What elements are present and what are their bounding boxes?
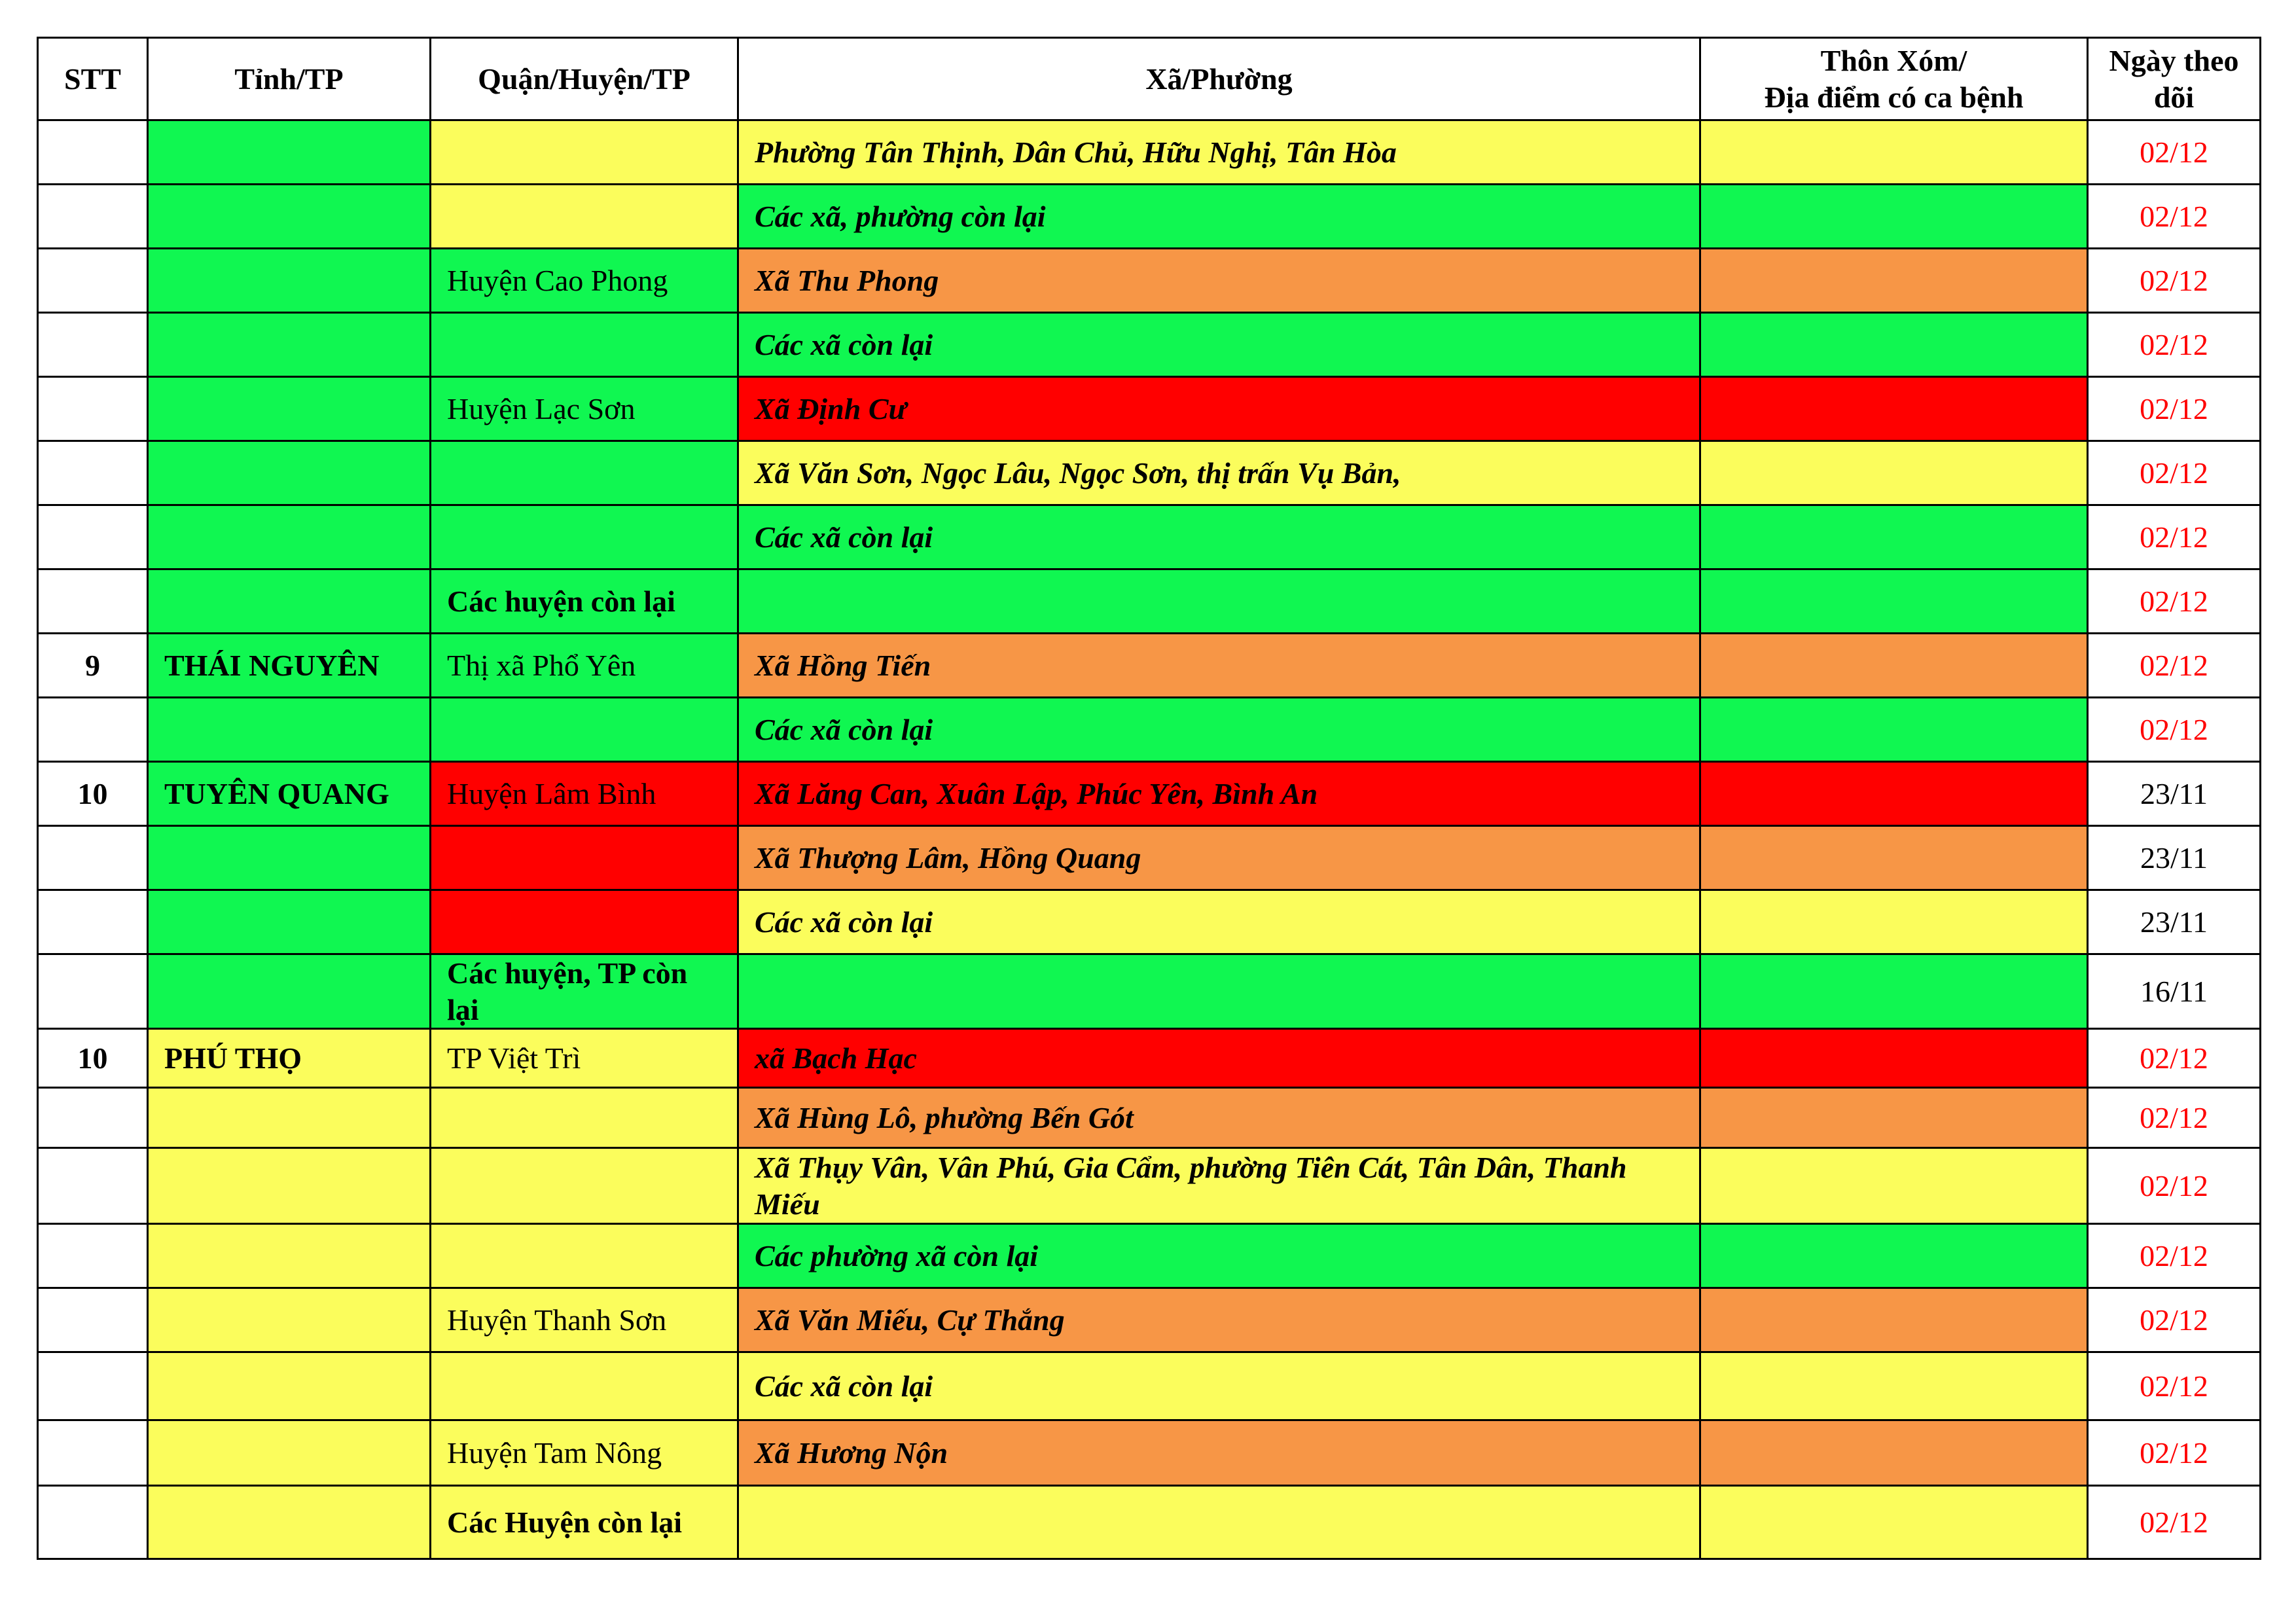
date-cell: 02/12 <box>2088 377 2261 441</box>
province-cell <box>148 1288 431 1352</box>
stt-cell <box>38 1420 148 1486</box>
stt-cell <box>38 505 148 569</box>
district-cell: Các huyện, TP còn lại <box>431 954 738 1029</box>
stt-cell <box>38 1148 148 1224</box>
place-cell <box>1700 1148 2088 1224</box>
ward-cell: xã Bạch Hạc <box>738 1029 1700 1088</box>
district-cell <box>431 313 738 377</box>
province-cell <box>148 890 431 954</box>
ward-cell: Các phường xã còn lại <box>738 1224 1700 1288</box>
stt-cell <box>38 441 148 505</box>
province-cell <box>148 1420 431 1486</box>
table-row <box>38 1029 2261 1088</box>
district-cell <box>431 1088 738 1148</box>
date-cell: 02/12 <box>2088 1420 2261 1486</box>
place-cell <box>1700 505 2088 569</box>
ward-cell: Xã Thụy Vân, Vân Phú, Gia Cẩm, phường Tiên Cát, Tân Dân, Thanh Miếu <box>738 1148 1700 1224</box>
stt-cell <box>38 698 148 762</box>
place-cell <box>1700 1224 2088 1288</box>
table-row <box>38 377 2261 441</box>
ward-cell: Xã Văn Miếu, Cự Thắng <box>738 1288 1700 1352</box>
table-row <box>38 441 2261 505</box>
date-cell: 02/12 <box>2088 185 2261 249</box>
date-cell: 02/12 <box>2088 698 2261 762</box>
table-row <box>38 249 2261 313</box>
place-cell <box>1700 313 2088 377</box>
header-place-line2: Địa điểm có ca bệnh <box>1764 80 2024 114</box>
stt-cell: 10 <box>38 762 148 826</box>
ward-cell: Phường Tân Thịnh, Dân Chủ, Hữu Nghị, Tân Hòa <box>738 120 1700 185</box>
table-row <box>38 1486 2261 1559</box>
district-cell <box>431 1352 738 1420</box>
date-cell: 02/12 <box>2088 1486 2261 1559</box>
place-cell <box>1700 826 2088 890</box>
province-cell <box>148 1148 431 1224</box>
table-row <box>38 120 2261 185</box>
table-row <box>38 505 2261 569</box>
place-cell <box>1700 569 2088 634</box>
date-cell: 02/12 <box>2088 569 2261 634</box>
stt-cell <box>38 313 148 377</box>
stt-cell <box>38 954 148 1029</box>
table-row <box>38 569 2261 634</box>
place-cell <box>1700 441 2088 505</box>
place-cell <box>1700 1486 2088 1559</box>
province-cell <box>148 1486 431 1559</box>
table-row <box>38 762 2261 826</box>
province-cell <box>148 569 431 634</box>
district-cell: Các Huyện còn lại <box>431 1486 738 1559</box>
table-row <box>38 313 2261 377</box>
header-province: Tỉnh/TP <box>148 38 431 120</box>
header-place-line1: Thôn Xóm/ <box>1820 44 1967 78</box>
table-header-row <box>38 38 2261 120</box>
table-row <box>38 634 2261 698</box>
ward-cell: Xã Thượng Lâm, Hồng Quang <box>738 826 1700 890</box>
date-cell: 23/11 <box>2088 762 2261 826</box>
province-cell <box>148 1088 431 1148</box>
place-cell <box>1700 377 2088 441</box>
place-cell <box>1700 762 2088 826</box>
province-cell <box>148 185 431 249</box>
stt-cell <box>38 249 148 313</box>
place-cell <box>1700 1420 2088 1486</box>
district-cell <box>431 698 738 762</box>
header-place <box>1700 38 2088 120</box>
stt-cell: 9 <box>38 634 148 698</box>
ward-cell: Các xã, phường còn lại <box>738 185 1700 249</box>
district-cell: Huyện Tam Nông <box>431 1420 738 1486</box>
province-cell <box>148 441 431 505</box>
header-date <box>2088 38 2261 120</box>
ward-cell <box>738 569 1700 634</box>
table-row <box>38 698 2261 762</box>
ward-cell <box>738 954 1700 1029</box>
district-cell: Huyện Lạc Sơn <box>431 377 738 441</box>
stt-cell <box>38 1486 148 1559</box>
district-cell: Thị xã Phổ Yên <box>431 634 738 698</box>
province-cell <box>148 377 431 441</box>
table-row <box>38 1288 2261 1352</box>
ward-cell: Xã Định Cư <box>738 377 1700 441</box>
date-cell: 23/11 <box>2088 890 2261 954</box>
place-cell <box>1700 634 2088 698</box>
header-date-line1: Ngày theo <box>2109 44 2239 78</box>
place-cell <box>1700 1288 2088 1352</box>
ward-cell: Xã Hương Nộn <box>738 1420 1700 1486</box>
district-cell <box>431 890 738 954</box>
date-cell: 02/12 <box>2088 1088 2261 1148</box>
ward-cell: Các xã còn lại <box>738 313 1700 377</box>
province-cell <box>148 826 431 890</box>
ward-cell: Các xã còn lại <box>738 698 1700 762</box>
table-row <box>38 954 2261 1029</box>
district-cell: Huyện Cao Phong <box>431 249 738 313</box>
district-cell <box>431 1148 738 1224</box>
province-cell <box>148 954 431 1029</box>
date-cell: 02/12 <box>2088 1224 2261 1288</box>
district-cell: TP Việt Trì <box>431 1029 738 1088</box>
ward-cell: Xã Hồng Tiến <box>738 634 1700 698</box>
header-stt: STT <box>38 38 148 120</box>
date-cell: 02/12 <box>2088 1029 2261 1088</box>
date-cell: 02/12 <box>2088 249 2261 313</box>
place-cell <box>1700 120 2088 185</box>
place-cell <box>1700 1088 2088 1148</box>
place-cell <box>1700 185 2088 249</box>
stt-cell <box>38 377 148 441</box>
ward-cell <box>738 1486 1700 1559</box>
ward-cell: Xã Văn Sơn, Ngọc Lâu, Ngọc Sơn, thị trấn Vụ Bản, <box>738 441 1700 505</box>
stt-cell <box>38 1288 148 1352</box>
ward-cell: Các xã còn lại <box>738 505 1700 569</box>
place-cell <box>1700 249 2088 313</box>
stt-cell <box>38 890 148 954</box>
district-cell <box>431 1224 738 1288</box>
date-cell: 02/12 <box>2088 313 2261 377</box>
ward-cell: Xã Hùng Lô, phường Bến Gót <box>738 1088 1700 1148</box>
stt-cell <box>38 569 148 634</box>
province-cell <box>148 1352 431 1420</box>
stt-cell <box>38 826 148 890</box>
place-cell <box>1700 698 2088 762</box>
place-cell <box>1700 1029 2088 1088</box>
table-row <box>38 1420 2261 1486</box>
date-cell: 02/12 <box>2088 1352 2261 1420</box>
district-cell <box>431 441 738 505</box>
table-row <box>38 1088 2261 1148</box>
stt-cell <box>38 120 148 185</box>
district-cell <box>431 120 738 185</box>
province-cell <box>148 313 431 377</box>
covid-zone-table <box>37 37 2261 1560</box>
date-cell: 02/12 <box>2088 441 2261 505</box>
place-cell <box>1700 954 2088 1029</box>
stt-cell <box>38 185 148 249</box>
district-cell <box>431 185 738 249</box>
place-cell <box>1700 1352 2088 1420</box>
place-cell <box>1700 890 2088 954</box>
district-cell: Huyện Lâm Bình <box>431 762 738 826</box>
header-date-line2: dõi <box>2153 80 2195 114</box>
date-cell: 02/12 <box>2088 1148 2261 1224</box>
province-cell: THÁI NGUYÊN <box>148 634 431 698</box>
ward-cell: Xã Thu Phong <box>738 249 1700 313</box>
date-cell: 02/12 <box>2088 505 2261 569</box>
table-row <box>38 826 2261 890</box>
table-row <box>38 185 2261 249</box>
date-cell: 16/11 <box>2088 954 2261 1029</box>
province-cell <box>148 1224 431 1288</box>
province-cell <box>148 698 431 762</box>
table-row <box>38 1148 2261 1224</box>
ward-cell: Các xã còn lại <box>738 1352 1700 1420</box>
ward-cell: Các xã còn lại <box>738 890 1700 954</box>
date-cell: 02/12 <box>2088 120 2261 185</box>
table-row <box>38 1352 2261 1420</box>
province-cell: TUYÊN QUANG <box>148 762 431 826</box>
stt-cell <box>38 1088 148 1148</box>
date-cell: 02/12 <box>2088 1288 2261 1352</box>
ward-cell: Xã Lăng Can, Xuân Lập, Phúc Yên, Bình An <box>738 762 1700 826</box>
district-cell: Huyện Thanh Sơn <box>431 1288 738 1352</box>
district-cell <box>431 505 738 569</box>
stt-cell <box>38 1352 148 1420</box>
stt-cell <box>38 1224 148 1288</box>
province-cell <box>148 505 431 569</box>
province-cell <box>148 249 431 313</box>
table-body <box>38 120 2261 1559</box>
header-district: Quận/Huyện/TP <box>431 38 738 120</box>
table-row <box>38 1224 2261 1288</box>
date-cell: 23/11 <box>2088 826 2261 890</box>
stt-cell: 10 <box>38 1029 148 1088</box>
date-cell: 02/12 <box>2088 634 2261 698</box>
district-cell <box>431 826 738 890</box>
district-cell: Các huyện còn lại <box>431 569 738 634</box>
province-cell: PHÚ THỌ <box>148 1029 431 1088</box>
province-cell <box>148 120 431 185</box>
table-row <box>38 890 2261 954</box>
header-ward: Xã/Phường <box>738 38 1700 120</box>
